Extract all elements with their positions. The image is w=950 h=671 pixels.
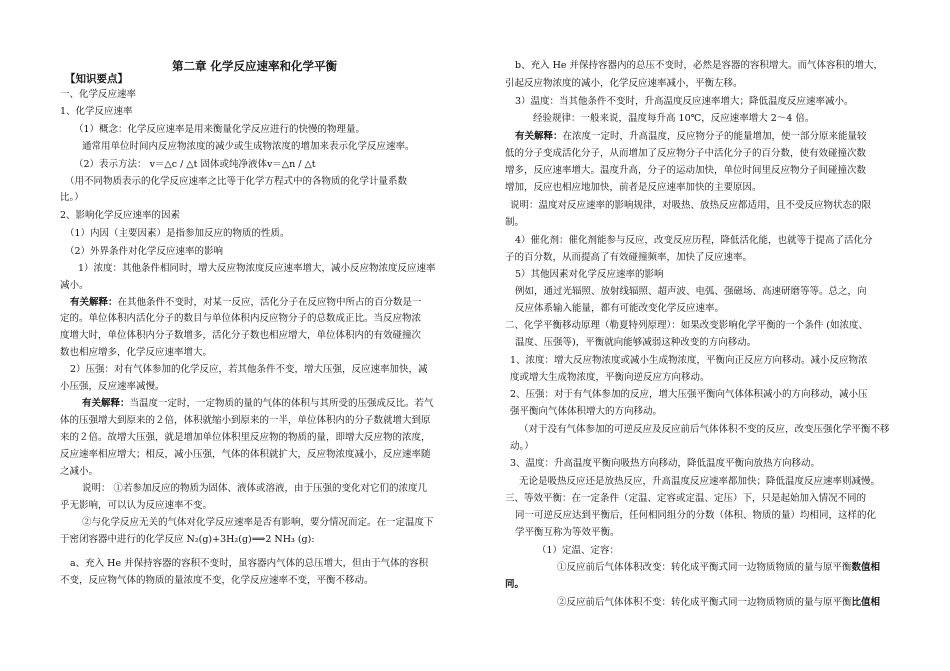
explanation-line [70, 297, 422, 309]
text-line: 二、化学平衡移动原理（勒夏特列原理）：如果改变影响化学平衡的一个条件 (如浓度、 [505, 320, 868, 331]
text-line: 反应体系输入能量，都有可能改变化学反应速率。 [515, 303, 725, 314]
text-line: （1）内因（主要因素）是指参加反应的物质的性质。 [65, 228, 290, 239]
text-line: 经验规律：一般来说，温度每升高 10℃，反应速率增大 2～4 倍。 [533, 113, 815, 124]
text-line: （对于没有气体参加的可逆反应及反应前后气体体积不变的反应，改变压强化学平衡不移 [519, 424, 890, 435]
section-heading: 【知识要点】 [65, 73, 128, 85]
explanation-line [515, 131, 867, 143]
text-line: （2）外界条件对化学反应速率的影响 [65, 246, 224, 257]
text-line: ②与化学反应无关的气体对化学反应速率是否有影响，要分情况而定。在一定温度下 [82, 517, 434, 528]
text-line: 引起反应物浓度的减小，化学反应速率减小，平衡左移。 [505, 78, 743, 89]
text-line: 同。 [505, 579, 525, 590]
text-line: 度增大时，单位体积内分子数增多，活化分子数也相应增大，单位体积内的有效碰撞次 [60, 330, 422, 341]
text-line: 2、压强：对于有气体参加的反应，增大压强平衡向气体体积减小的方向移动，减小压 [510, 389, 868, 400]
explanation-line [82, 398, 434, 410]
text-line: 2、影响化学反应速率的因素 [60, 210, 181, 221]
text-line: 三、等效平衡：在一定条件（定温、定容或定温、定压）下，只是起始加入情况不同的 [505, 493, 867, 504]
text-line: 反应速率相应增大；相反，减小压强，气体的体积就扩大，反应物浓度减小，反应速率随 [60, 449, 431, 460]
text-line: 比。） [60, 192, 84, 203]
text-line: 乎无影响，可以认为反应速率不变。 [60, 500, 213, 511]
text-line: 不变，反应物气体的物质的量浓度不变，化学反应速率不变，平衡不移动。 [60, 575, 374, 586]
text-line: 无论是吸热反应还是放热反应，升高温度反应速率都加快；降低温度反应速率则减慢。 [519, 476, 881, 487]
rule-text: ①反应前后气体体积改变：转化成平衡式同一边物质物质的量与原平衡 [557, 562, 852, 573]
text-line: 2）压强：对有气体参加的化学反应，若其他条件不变，增大压强，反应速率加快，减 [70, 364, 428, 375]
rule-text: ②反应前后气体体积不变：转化成平衡式同一边物质物质的量与原平衡 [557, 597, 852, 608]
explanation-label: 有关解释： [82, 398, 130, 409]
text-line: 数也相应增多，化学反应速率增大。 [60, 347, 213, 358]
rule-line [557, 597, 880, 609]
rule-emphasis: 数值相 [851, 562, 881, 573]
text-line: 3、温度：升高温度平衡向吸热方向移动，降低温度平衡向放热方向移动。 [510, 458, 821, 469]
text-line: 通常用单位时间内反应物浓度的减少或生成物浓度的增加来表示化学反应速率。 [82, 141, 415, 152]
explanation-text: 当温度一定时，一定物质的量的气体的体积与其所受的压强成反比。若气 [129, 398, 434, 409]
text-line: 度或增大生成物浓度，平衡向逆反应方向移动。 [510, 372, 710, 383]
text-line: 制。 [505, 217, 525, 228]
text-line: 减小。 [60, 280, 89, 291]
text-line: 体的压强增大到原来的２倍，体积就缩小到原来的一半，单位体积内的分子数就增大到原 [60, 415, 431, 426]
explanation-label: 有关解释： [515, 131, 563, 142]
text-line: 1、浓度：增大反应物浓度或减小生成物浓度，平衡向正反应方向移动。减小反应物浓 [510, 355, 868, 366]
text-line: 增多，反应速率增大。温度升高，分子的运动加快，单位时间里反应物分子间碰撞次数 [505, 165, 867, 176]
text-line: 定的。单位体积内活化分子的数目与单位体积内反应物分子的总数成正比。当反应物浓 [60, 313, 422, 324]
text-line: 一、化学反应速率 [60, 89, 137, 100]
text-line: 同一可逆反应达到平衡后，任何相同组分的分数（体积、物质的量）均相同，这样的化 [515, 510, 877, 521]
text-line: （2）表示方法： v＝△c / △t 固体或纯净液体v＝△n / △t [74, 159, 316, 170]
text-line: 子的百分数，从而提高了有效碰撞频率，加快了反应速率。 [505, 252, 753, 263]
text-line: 温度、压强等)，平衡就向能够减弱这种改变的方向移动。 [515, 337, 757, 348]
text-line: 5）其他因素对化学反应速率的影响 [515, 269, 664, 280]
text-line: 说明： ①若参加反应的物质为固体、液体或溶液，由于压强的变化对它们的浓度几 [82, 483, 428, 494]
text-line: 说明：温度对反应速率的影响规律，对吸热、放热反应都适用，且不受反应物状态的限 [510, 200, 872, 211]
explanation-label: 有关解释： [70, 297, 118, 308]
text-line: 学平衡互称为等效平衡。 [515, 527, 620, 538]
explanation-text: 在浓度一定时，升高温度，反应物分子的能量增加，使一部分原来能量较 [562, 131, 867, 142]
text-line: 1）浓度：其他条件相同时，增大反应物浓度反应速率增大，减小反应物浓度反应速率 [78, 263, 436, 274]
chapter-title: 第二章 化学反应速率和化学平衡 [172, 59, 338, 73]
text-line: 来的２倍。故增大压强，就是增加单位体积里反应物的物质的量，即增大反应物的浓度， [60, 432, 431, 443]
text-line: 例如，通过光辐照、放射线辐照、超声波、电弧、强磁场、高速研磨等等。总之，向 [515, 286, 867, 297]
text-line: （1）定温、定容： [537, 545, 620, 556]
text-line: 3）温度：当其他条件不变时，升高温度反应速率增大；降低温度反应速率减小。 [515, 96, 854, 107]
text-line: 小压强，反应速率减慢。 [60, 381, 165, 392]
text-line: a、充入 He 并保持容器的容积不变时，虽容器内气体的总压增大，但由于气体的容积 [70, 558, 429, 569]
explanation-text: 在其他条件不变时，对某一反应，活化分子在反应物中所占的百分数是一 [117, 297, 422, 308]
text-line: 1、化学反应速率 [60, 106, 133, 117]
reaction-equation-line: 于密闭容器中进行的化学反应 N₂(g)+3H₂(g)⟹2 NH₃ (g): [60, 534, 315, 545]
rule-emphasis: 比值相 [851, 597, 881, 608]
text-line: 动。） [510, 441, 534, 452]
text-line: 4）催化剂：催化剂能参与反应，改变反应历程，降低活化能，也就等于提高了活化分 [515, 235, 873, 246]
rule-line [557, 562, 880, 574]
text-line: 强平衡向气体体积增大的方向移动。 [510, 406, 663, 417]
text-line: 之减小。 [60, 466, 99, 477]
text-line: 增加，反应也相应地加快，前者是反应速率加快的主要原因。 [505, 182, 762, 193]
text-line: b、充入 He 并保持容器内的总压不变时，必然是容器的容积增大。而气体容积的增大， [515, 60, 884, 71]
text-line: （1）概念：化学反应速率是用来衡量化学反应进行的快慢的物理量。 [74, 124, 366, 135]
text-line: （用不同物质表示的化学反应速率之比等于化学方程式中的各物质的化学计量系数 [65, 176, 408, 187]
text-line: 低的分子变成活化分子，从而增加了反应物分子中活化分子的百分数，使有效碰撞次数 [505, 148, 867, 159]
